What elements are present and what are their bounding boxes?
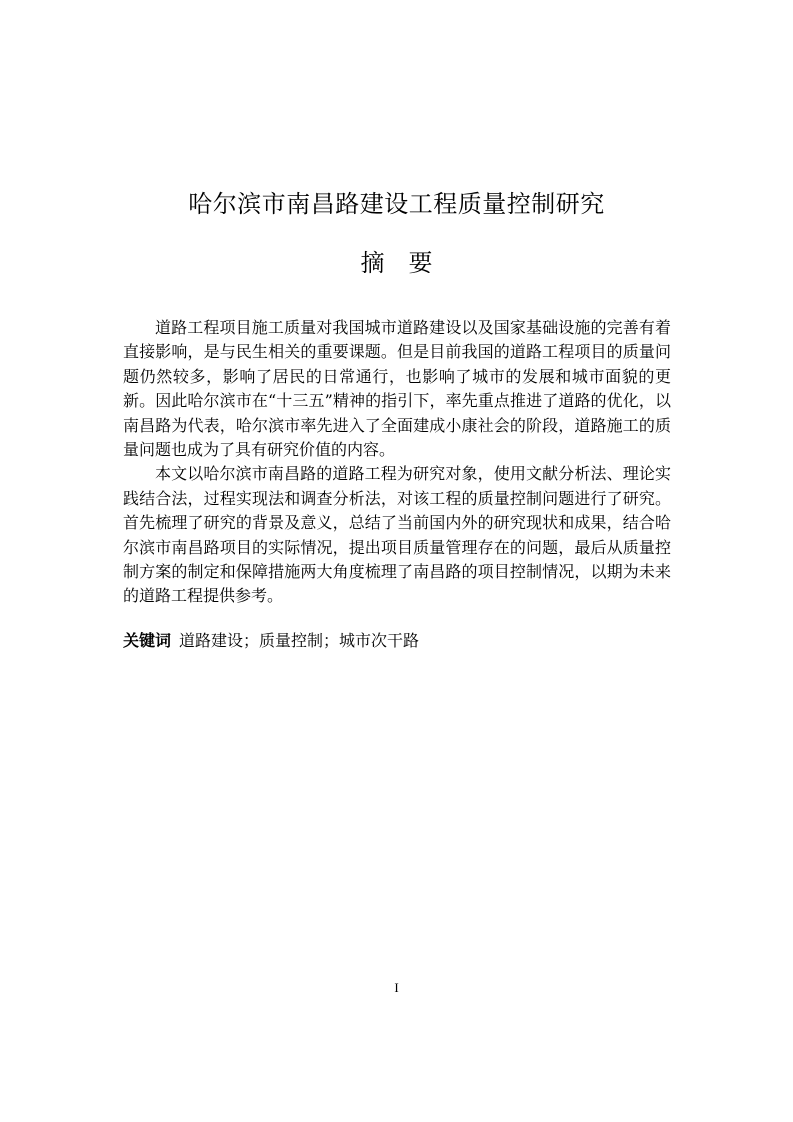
abstract-body — [123, 316, 671, 609]
abstract-paragraph-1: 道路工程项目施工质量对我国城市道路建设以及国家基础设施的完善有着直接影响，是与民生相关的重要课题。但是目前我国的道路工程项目的质量问题仍然较多，影响了居民的日常通行，也影响了城市的发展和城市面貌的更新。因此哈尔滨市在“十三五”精神的指引下，率先重点推进了道路的优化，以南昌路为代表，哈尔滨市率先进入了全面建成小康社会的阶段，道路施工的质量问题也成为了具有研究价值的内容。 — [123, 318, 671, 460]
abstract-paragraph-2: 本文以哈尔滨市南昌路的道路工程为研究对象，使用文献分析法、理论实践结合法，过程实现法和调查分析法，对该工程的质量控制问题进行了研究。首先梳理了研究的背景及意义，总结了当前国内外的研究现状和成果，结合哈尔滨市南昌路项目的实际情况，提出项目质量管理存在的问题，最后从质量控制方案的制定和保障措施两大角度梳理了南昌路的项目控制情况，以期为未来的道路工程提供参考。 — [123, 464, 671, 606]
keywords-label: 关键词 — [123, 631, 172, 650]
page-number: I — [394, 980, 399, 995]
abstract-heading: 摘要 — [360, 249, 457, 277]
keywords-line — [123, 629, 671, 653]
keywords-text: 道路建设；质量控制；城市次干路 — [179, 631, 420, 650]
document-title: 哈尔滨市南昌路建设工程质量控制研究 — [188, 190, 605, 218]
